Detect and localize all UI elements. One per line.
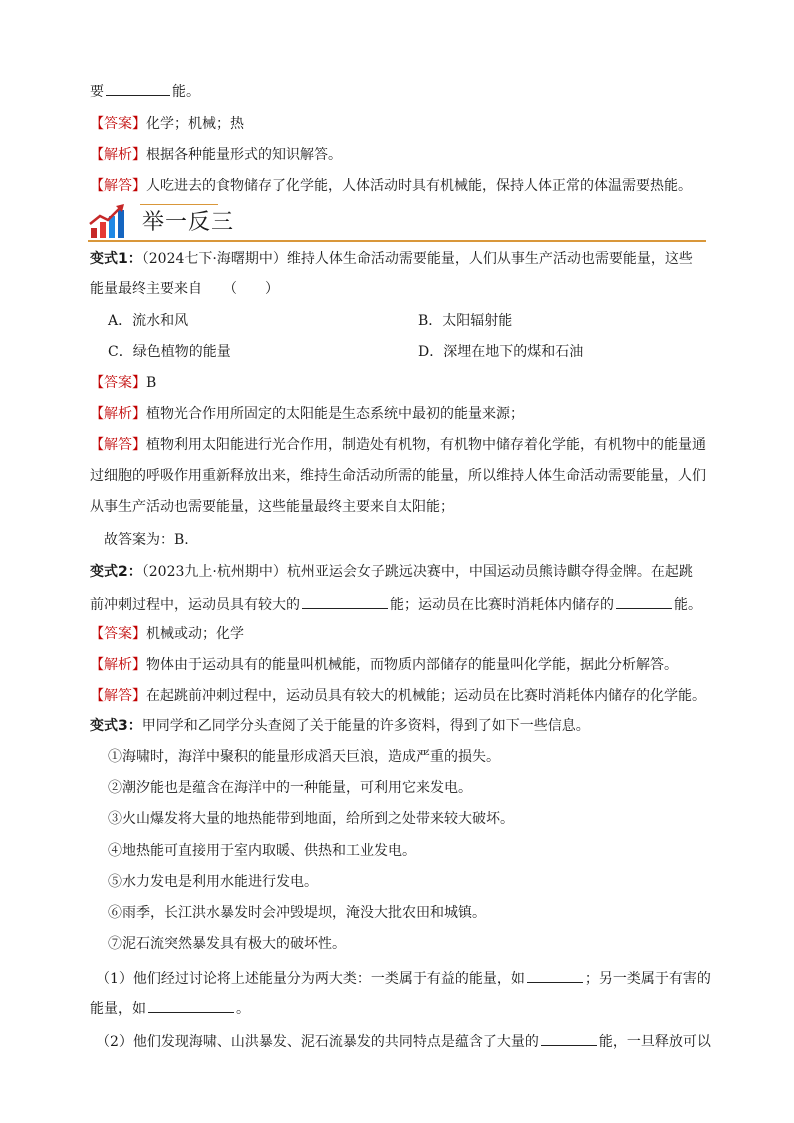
final-answer: 故答案为：B. [104, 532, 189, 548]
analysis-tag: 【解析】 [90, 406, 146, 422]
analysis-line: 【解析】植物光合作用所固定的太阳能是生态系统中最初的能量来源； [90, 406, 524, 422]
analysis-line: 【解析】根据各种能量形式的知识解答。 [90, 147, 342, 163]
option-c: C．绿色植物的能量 [108, 344, 231, 360]
info-item: ②潮汐能也是蕴含在海洋中的一种能量，可利用它来发电。 [108, 780, 472, 796]
answer-blank [148, 997, 234, 1013]
variant-label: 变式1： [90, 251, 142, 267]
question-continuation: 要 能。 [90, 80, 200, 102]
solution-line-2: 过细胞的呼吸作用重新释放出来，维持生命活动所需的能量，所以维持人体生命活动需要能量，人们 [90, 468, 706, 484]
answer-blank [106, 80, 170, 96]
section-title: 举一反三 [142, 210, 235, 235]
info-item: ③火山爆发将大量的地热能带到地面，给所到之处带来较大破坏。 [108, 811, 514, 827]
variant-label: 变式2： [90, 564, 142, 580]
answer-blank [527, 967, 583, 983]
option-b: B．太阳辐射能 [418, 313, 513, 329]
answer-tag: 【答案】 [90, 626, 146, 642]
variant-1-line-1: 变式1：（2024七下·海曙期中）维持人体生命活动需要能量，人们从事生产活动也需要能量，这些 [90, 251, 693, 267]
answer-line: 【答案】机械或动；化学 [90, 626, 244, 642]
question-2-line-1: （2）他们发现海啸、山洪暴发、泥石流暴发的共同特点是蕴含了大量的 能，一旦释放可以 [96, 1030, 711, 1052]
analysis-line: 【解析】物体由于运动具有的能量叫机械能，而物质内部储存的能量叫化学能，据此分析解答。 [90, 657, 678, 673]
solution-tag: 【解答】 [90, 688, 146, 704]
analysis-tag: 【解析】 [90, 147, 146, 163]
info-item: ④地热能可直接用于室内取暖、供热和工业发电。 [108, 843, 416, 859]
info-item: ①海啸时，海洋中聚积的能量形成滔天巨浪，造成严重的损失。 [108, 749, 500, 765]
question-1-line-1: （1）他们经过讨论将上述能量分为两大类：一类属于有益的能量，如 ；另一类属于有害的 [96, 967, 711, 989]
section-header [88, 198, 706, 244]
variant-label: 变式3： [90, 718, 142, 734]
info-item: ⑤水力发电是利用水能进行发电。 [108, 874, 318, 890]
solution-line: 【解答】在起跳前冲刺过程中，运动员具有较大的机械能；运动员在比赛时消耗体内储存的化学能。 [90, 688, 706, 704]
solution-line-3: 从事生产活动也需要能量，这些能量最终主要来自太阳能； [90, 499, 454, 515]
header-top-rule [140, 204, 218, 205]
question-1-line-2: 能量，如 。 [90, 997, 250, 1019]
info-item: ⑦泥石流突然暴发具有极大的破坏性。 [108, 936, 346, 952]
answer-blank [541, 1030, 597, 1046]
solution-line: 【解答】植物利用太阳能进行光合作用，制造处有机物，有机物中储存着化学能，有机物中的能量通 [90, 437, 706, 453]
variant-3-intro: 变式3：甲同学和乙同学分头查阅了关于能量的许多资料，得到了如下一些信息。 [90, 718, 590, 734]
solution-line: 【解答】人吃进去的食物储存了化学能，人体活动时具有机械能，保持人体正常的体温需要热能。 [90, 178, 692, 194]
answer-line: 【答案】化学；机械；热 [90, 116, 244, 132]
variant-2-line-1: 变式2：（2023九上·杭州期中）杭州亚运会女子跳远决赛中，中国运动员熊诗麒夺得金牌。在起跳 [90, 564, 693, 580]
header-divider [88, 240, 706, 242]
answer-line: 【答案】B [90, 375, 157, 391]
option-a: A．流水和风 [108, 313, 189, 329]
rising-chart-icon [88, 204, 128, 240]
answer-tag: 【答案】 [90, 375, 146, 391]
variant-1-line-2: 能量最终主要来自 （ ） [90, 281, 279, 297]
answer-tag: 【答案】 [90, 116, 146, 132]
info-item: ⑥雨季，长江洪水暴发时会冲毁堤坝，淹没大批农田和城镇。 [108, 905, 486, 921]
solution-tag: 【解答】 [90, 437, 146, 453]
answer-blank [302, 593, 388, 609]
analysis-tag: 【解析】 [90, 657, 146, 673]
variant-2-line-2: 前冲刺过程中，运动员具有较大的 能；运动员在比赛时消耗体内储存的 能。 [90, 593, 702, 615]
option-d: D．深埋在地下的煤和石油 [418, 344, 584, 360]
answer-blank [616, 593, 672, 609]
solution-tag: 【解答】 [90, 178, 146, 194]
